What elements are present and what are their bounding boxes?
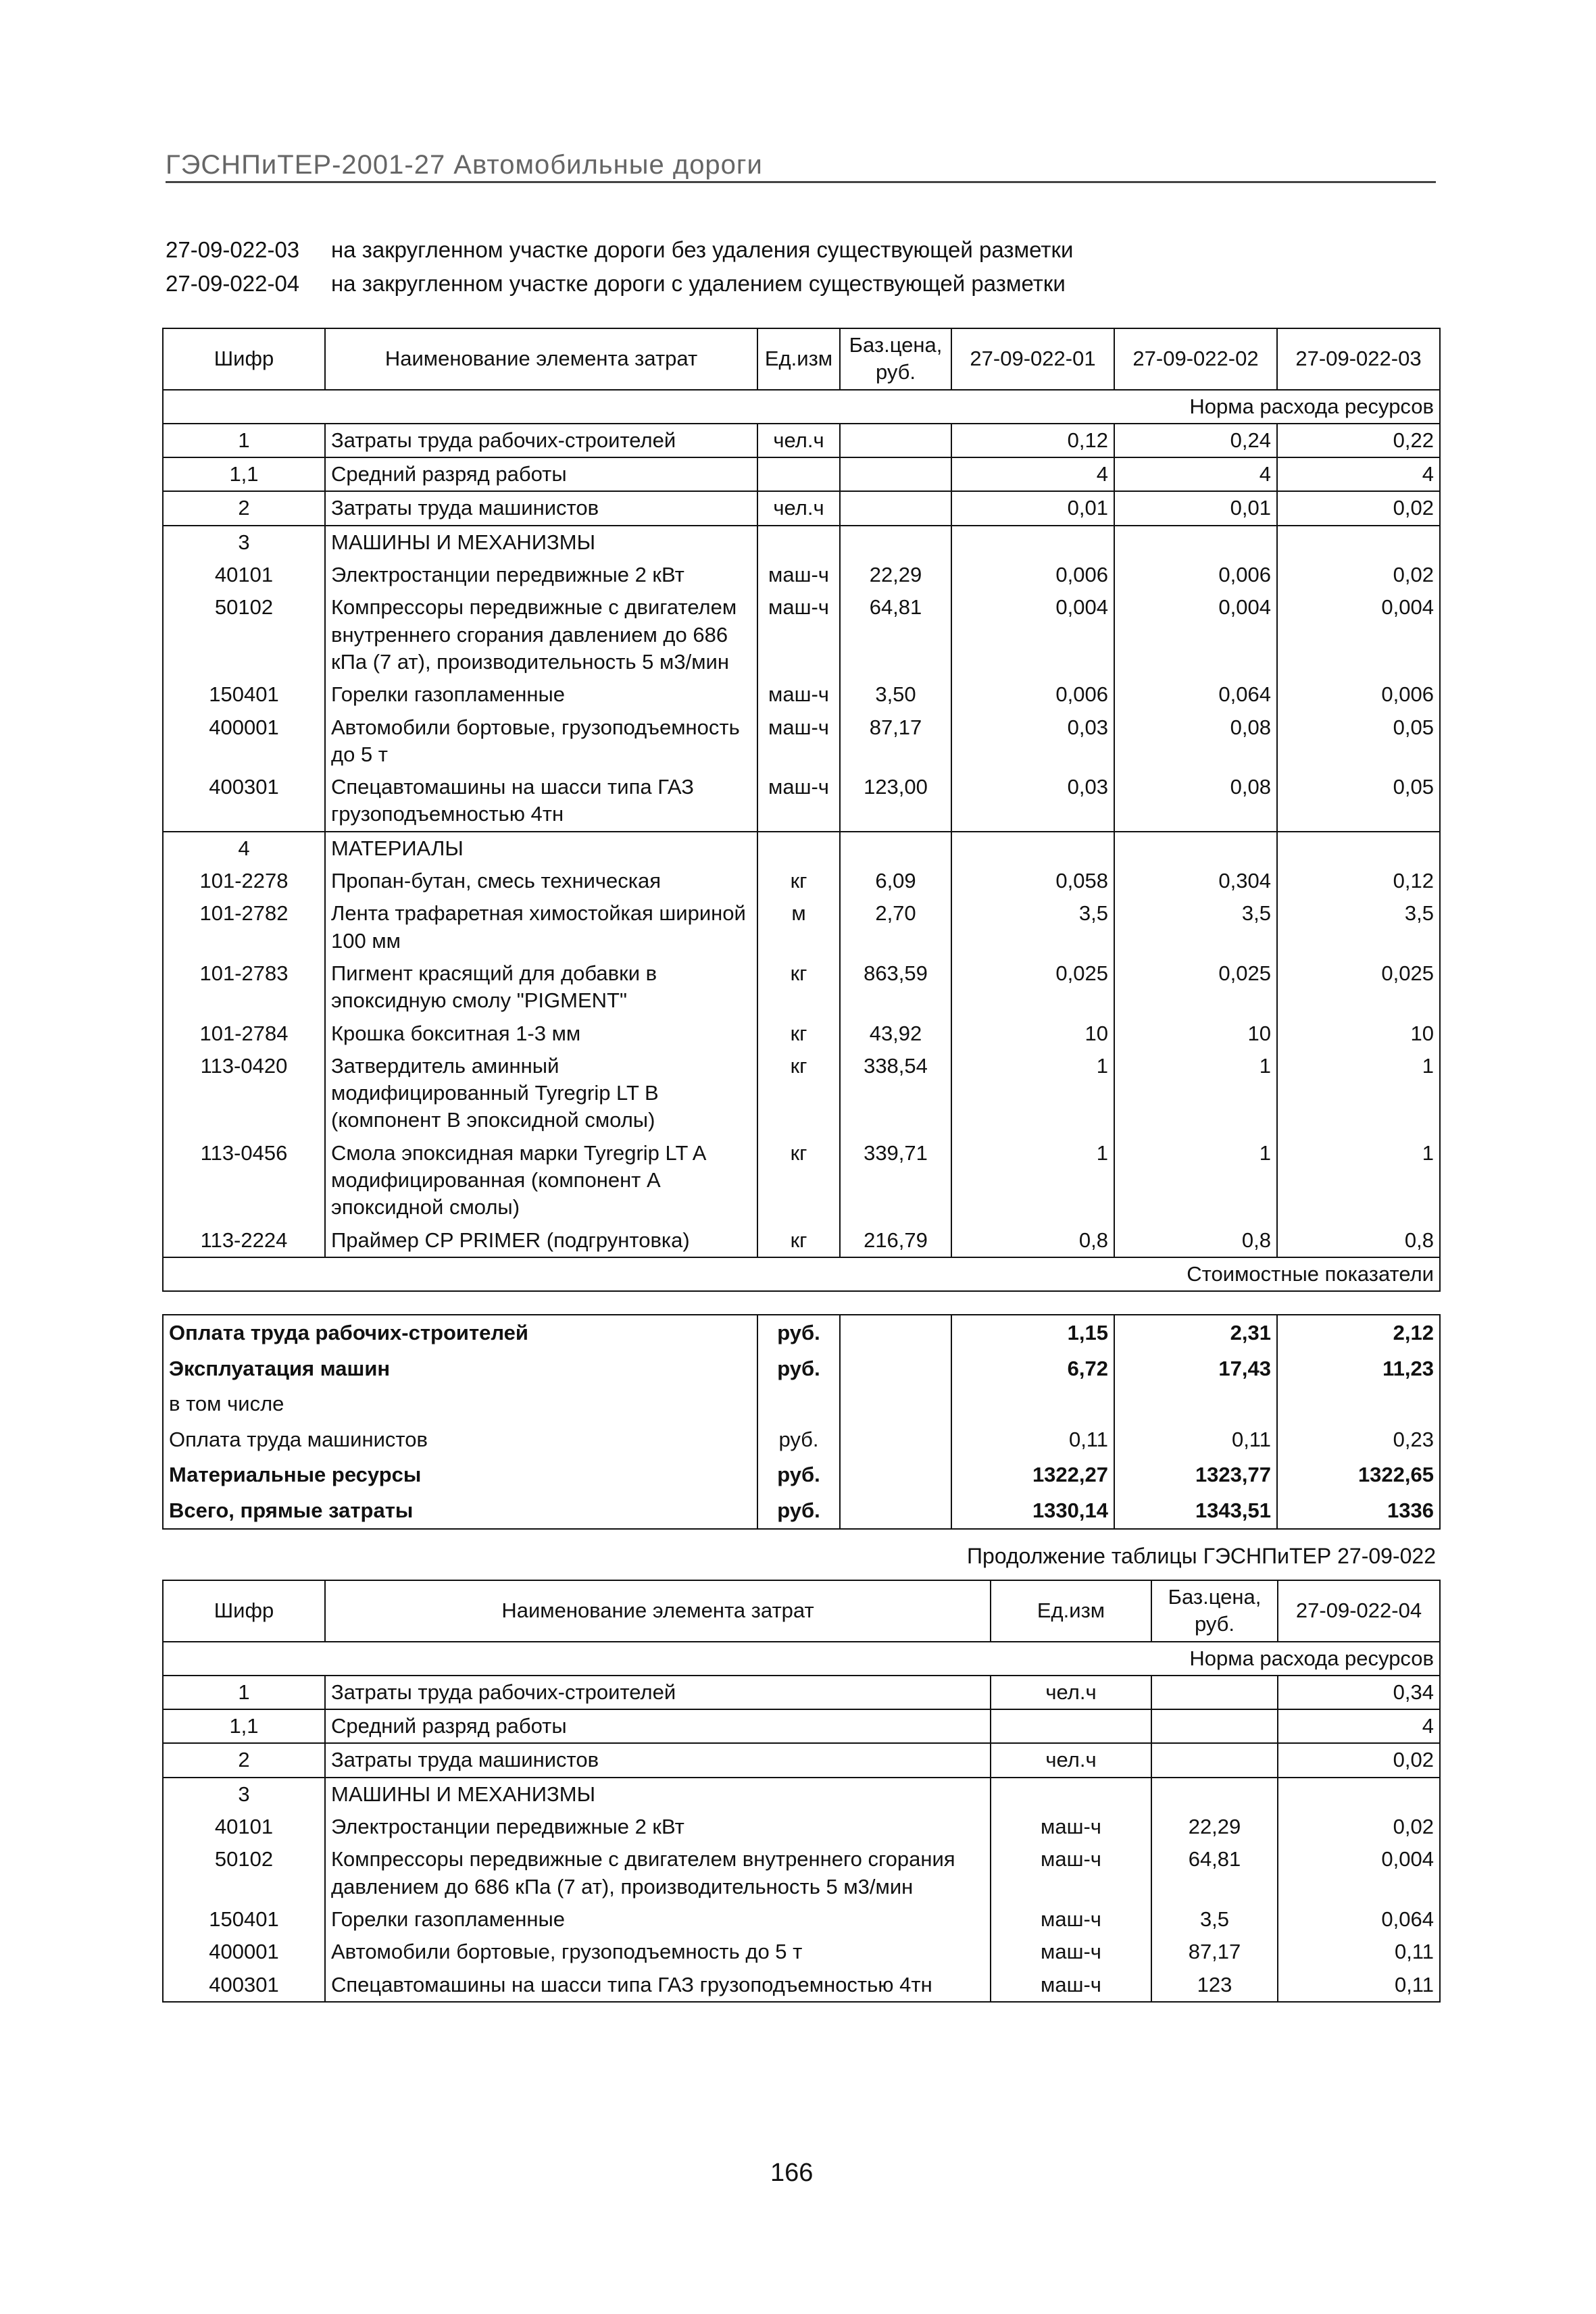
row-price: 338,54: [840, 1050, 951, 1137]
row-value-1: 1: [951, 1137, 1114, 1224]
row-code: 4: [163, 832, 325, 865]
row-name: Крошка бокситная 1-3 мм: [325, 1017, 757, 1050]
work-code: 27-09-022-04: [166, 271, 300, 296]
row-value-1: 0,006: [951, 678, 1114, 711]
row-price: [840, 526, 951, 559]
row-price: [1151, 1676, 1278, 1709]
cost-unit: руб.: [757, 1422, 840, 1458]
row-value-3: 0,02: [1277, 491, 1440, 525]
cost-price-empty: [840, 1386, 951, 1422]
cost-name: Материальные ресурсы: [163, 1457, 757, 1493]
row-unit: кг: [757, 1017, 840, 1050]
row-value-2: 0,006: [1114, 559, 1277, 591]
row-code: 1,1: [163, 1709, 325, 1743]
row-unit: маш-ч: [757, 771, 840, 832]
table-row: [163, 1224, 1440, 1257]
header-unit: Ед.изм: [991, 1580, 1151, 1642]
row-value-2: 1: [1114, 1137, 1277, 1224]
row-value-1: 0,02: [1278, 1811, 1440, 1843]
row-price: 22,29: [1151, 1811, 1278, 1843]
cost-value-1: 0,11: [951, 1422, 1114, 1458]
row-price: 87,17: [840, 711, 951, 772]
row-value-2: 0,025: [1114, 957, 1277, 1017]
row-value-1: 0,12: [951, 424, 1114, 457]
row-value-2: 4: [1114, 457, 1277, 491]
row-unit: [991, 1709, 1151, 1743]
row-name: Спецавтомашины на шасси типа ГАЗ грузоподъемностью 4тн: [325, 1969, 991, 2002]
row-name: МАШИНЫ И МЕХАНИЗМЫ: [325, 1778, 991, 1811]
row-value-3: [1277, 832, 1440, 865]
row-name: Электростанции передвижные 2 кВт: [325, 559, 757, 591]
cost-name: Оплата труда рабочих-строителей: [163, 1315, 757, 1351]
row-code: 113-0420: [163, 1050, 325, 1137]
row-name: Спецавтомашины на шасси типа ГАЗ грузоподъемностью 4тн: [325, 771, 757, 832]
cost-unit: руб.: [757, 1457, 840, 1493]
norm-label: Норма расхода ресурсов: [163, 390, 1440, 424]
row-unit: чел.ч: [757, 491, 840, 525]
row-value-1: 0,34: [1278, 1676, 1440, 1709]
cost-label-row: [163, 1257, 1440, 1291]
row-name: Автомобили бортовые, грузоподъемность до 5 т: [325, 1936, 991, 1968]
row-value-1: [951, 526, 1114, 559]
header-col-3: 27-09-022-03: [1277, 328, 1440, 390]
row-unit: маш-ч: [991, 1811, 1151, 1843]
row-value-1: 0,025: [951, 957, 1114, 1017]
row-unit: маш-ч: [757, 559, 840, 591]
row-value-1: 10: [951, 1017, 1114, 1050]
row-value-1: 0,006: [951, 559, 1114, 591]
table-row: [163, 526, 1440, 559]
row-code: 1: [163, 424, 325, 457]
row-code: 1,1: [163, 457, 325, 491]
row-value-2: 0,304: [1114, 865, 1277, 897]
table-row: [163, 424, 1440, 457]
row-name: Средний разряд работы: [325, 1709, 991, 1743]
header-unit: Ед.изм: [757, 328, 840, 390]
cost-value-3: [1277, 1386, 1440, 1422]
row-code: 2: [163, 1743, 325, 1777]
table-row: [163, 1936, 1440, 1968]
header-price: Баз.цена, руб.: [1151, 1580, 1278, 1642]
cost-value-3: 2,12: [1277, 1315, 1440, 1351]
table-row: [163, 1050, 1440, 1137]
row-code: 40101: [163, 559, 325, 591]
row-value-3: 3,5: [1277, 897, 1440, 957]
cost-value-2: 2,31: [1114, 1315, 1277, 1351]
cost-label: Стоимостные показатели: [163, 1257, 1440, 1291]
row-price: [1151, 1778, 1278, 1811]
row-name: Горелки газопламенные: [325, 1903, 991, 1936]
row-price: 22,29: [840, 559, 951, 591]
table-row: [163, 832, 1440, 865]
table-row: [163, 1903, 1440, 1936]
table-row: [163, 957, 1440, 1017]
table-continuation-caption: Продолжение таблицы ГЭСНПиТЕР 27-09-022: [967, 1544, 1436, 1568]
row-code: 101-2783: [163, 957, 325, 1017]
work-description: на закругленном участке дороги с удалением существующей разметки: [331, 271, 1066, 296]
row-price: 3,5: [1151, 1903, 1278, 1936]
row-unit: чел.ч: [991, 1676, 1151, 1709]
row-value-3: 0,8: [1277, 1224, 1440, 1257]
cost-price-empty: [840, 1315, 951, 1351]
row-price: 64,81: [840, 591, 951, 678]
row-value-1: 0,8: [951, 1224, 1114, 1257]
row-value-2: [1114, 526, 1277, 559]
cost-row: [163, 1386, 1440, 1422]
cost-row: [163, 1422, 1440, 1458]
row-price: 6,09: [840, 865, 951, 897]
row-name: Лента трафаретная химостойкая шириной 100 мм: [325, 897, 757, 957]
row-unit: чел.ч: [757, 424, 840, 457]
cost-value-2: 1343,51: [1114, 1493, 1277, 1530]
row-unit: [757, 457, 840, 491]
row-price: 863,59: [840, 957, 951, 1017]
row-value-1: 0,11: [1278, 1969, 1440, 2002]
row-value-2: 0,8: [1114, 1224, 1277, 1257]
table-row: [163, 711, 1440, 772]
row-value-1: 0,01: [951, 491, 1114, 525]
cost-value-3: 1336: [1277, 1493, 1440, 1530]
cost-name: Эксплуатация машин: [163, 1351, 757, 1387]
row-name: Пропан-бутан, смесь техническая: [325, 865, 757, 897]
row-value-2: 10: [1114, 1017, 1277, 1050]
row-name: Горелки газопламенные: [325, 678, 757, 711]
cost-name: в том числе: [163, 1386, 757, 1422]
code-description-list: [166, 233, 1314, 301]
row-value-3: 0,22: [1277, 424, 1440, 457]
row-price: [1151, 1709, 1278, 1743]
row-unit: кг: [757, 1137, 840, 1224]
row-unit: [991, 1778, 1151, 1811]
row-name: Автомобили бортовые, грузоподъемность до 5 т: [325, 711, 757, 772]
row-name: МАШИНЫ И МЕХАНИЗМЫ: [325, 526, 757, 559]
cost-value-1: 1330,14: [951, 1493, 1114, 1530]
row-unit: кг: [757, 1050, 840, 1137]
row-code: 40101: [163, 1811, 325, 1843]
row-name: Затраты труда машинистов: [325, 491, 757, 525]
row-value-1: 0,03: [951, 771, 1114, 832]
row-value-2: 0,08: [1114, 711, 1277, 772]
table-row: [163, 591, 1440, 678]
row-code: 101-2278: [163, 865, 325, 897]
row-price: 87,17: [1151, 1936, 1278, 1968]
norm-label-row: [163, 1642, 1440, 1676]
row-name: Затраты труда рабочих-строителей: [325, 424, 757, 457]
cost-row: [163, 1493, 1440, 1530]
row-unit: маш-ч: [757, 678, 840, 711]
cost-value-3: 1322,65: [1277, 1457, 1440, 1493]
row-unit: кг: [757, 1224, 840, 1257]
row-unit: м: [757, 897, 840, 957]
row-value-1: 3,5: [951, 897, 1114, 957]
cost-row: [163, 1315, 1440, 1351]
table-row: [163, 1778, 1440, 1811]
row-unit: маш-ч: [991, 1936, 1151, 1968]
norm-label-row: [163, 390, 1440, 424]
cost-price-empty: [840, 1351, 951, 1387]
row-unit: маш-ч: [991, 1843, 1151, 1903]
row-value-2: 0,24: [1114, 424, 1277, 457]
row-price: [840, 424, 951, 457]
resource-norms-table: [162, 328, 1441, 1292]
cost-value-1: [951, 1386, 1114, 1422]
row-value-1: 4: [1278, 1709, 1440, 1743]
row-price: [840, 832, 951, 865]
row-price: [840, 457, 951, 491]
header-shifr: Шифр: [163, 328, 325, 390]
row-value-3: 4: [1277, 457, 1440, 491]
row-code: 400301: [163, 771, 325, 832]
table-row: [163, 559, 1440, 591]
cost-row: [163, 1351, 1440, 1387]
table-row: [163, 491, 1440, 525]
table-row: [163, 1843, 1440, 1903]
row-value-1: 0,004: [951, 591, 1114, 678]
cost-value-1: 6,72: [951, 1351, 1114, 1387]
row-value-3: 0,02: [1277, 559, 1440, 591]
table-row: [163, 1137, 1440, 1224]
row-value-1: [1278, 1778, 1440, 1811]
header-divider: [166, 181, 1436, 183]
row-value-3: 0,004: [1277, 591, 1440, 678]
row-unit: кг: [757, 957, 840, 1017]
row-value-3: 0,025: [1277, 957, 1440, 1017]
header-name: Наименование элемента затрат: [325, 328, 757, 390]
cost-unit: руб.: [757, 1315, 840, 1351]
row-value-1: 4: [951, 457, 1114, 491]
row-code: 150401: [163, 1903, 325, 1936]
row-value-2: [1114, 832, 1277, 865]
table-header-row: [163, 1580, 1440, 1642]
cost-value-2: 17,43: [1114, 1351, 1277, 1387]
document-header-title: ГЭСНПиТЕР-2001-27 Автомобильные дороги: [166, 150, 763, 180]
cost-price-empty: [840, 1493, 951, 1530]
table-row: [163, 457, 1440, 491]
row-code: 3: [163, 526, 325, 559]
table-row: [163, 678, 1440, 711]
code-description-row: [166, 267, 1314, 301]
row-code: 101-2782: [163, 897, 325, 957]
row-code: 2: [163, 491, 325, 525]
row-name: Компрессоры передвижные с двигателем внутреннего сгорания давлением до 686 кПа (7 ат), производительность 5 м3/мин: [325, 591, 757, 678]
header-name: Наименование элемента затрат: [325, 1580, 991, 1642]
row-value-2: 0,08: [1114, 771, 1277, 832]
work-description: на закругленном участке дороги без удаления существующей разметки: [331, 237, 1074, 262]
row-code: 400301: [163, 1969, 325, 2002]
cost-value-1: 1322,27: [951, 1457, 1114, 1493]
row-unit: маш-ч: [757, 591, 840, 678]
row-name: Средний разряд работы: [325, 457, 757, 491]
row-price: 2,70: [840, 897, 951, 957]
row-unit: [757, 526, 840, 559]
row-price: 339,71: [840, 1137, 951, 1224]
row-unit: маш-ч: [757, 711, 840, 772]
table-row: [163, 1969, 1440, 2002]
row-value-3: 0,006: [1277, 678, 1440, 711]
resource-norms-table-continued: [162, 1580, 1441, 2003]
row-name: Праймер CP PRIMER (подгрунтовка): [325, 1224, 757, 1257]
cost-value-2: [1114, 1386, 1277, 1422]
code-description-row: [166, 233, 1314, 267]
cost-value-3: 0,23: [1277, 1422, 1440, 1458]
table-header-row: [163, 328, 1440, 390]
row-value-2: 1: [1114, 1050, 1277, 1137]
row-value-1: 0,03: [951, 711, 1114, 772]
table-row: [163, 1743, 1440, 1777]
header-shifr: Шифр: [163, 1580, 325, 1642]
cost-price-empty: [840, 1422, 951, 1458]
cost-name: Оплата труда машинистов: [163, 1422, 757, 1458]
row-value-3: 0,12: [1277, 865, 1440, 897]
row-unit: кг: [757, 865, 840, 897]
cost-unit: руб.: [757, 1351, 840, 1387]
cost-row: [163, 1457, 1440, 1493]
row-value-1: 0,064: [1278, 1903, 1440, 1936]
table-row: [163, 865, 1440, 897]
row-code: 3: [163, 1778, 325, 1811]
row-value-1: [951, 832, 1114, 865]
row-price: 43,92: [840, 1017, 951, 1050]
table-row: [163, 1811, 1440, 1843]
row-price: 64,81: [1151, 1843, 1278, 1903]
row-value-2: 0,004: [1114, 591, 1277, 678]
row-value-2: 0,064: [1114, 678, 1277, 711]
row-price: [840, 491, 951, 525]
header-col-1: 27-09-022-01: [951, 328, 1114, 390]
cost-unit: руб.: [757, 1493, 840, 1530]
cost-indicators-table: [162, 1314, 1441, 1530]
row-value-1: 0,11: [1278, 1936, 1440, 1968]
page-number: 166: [770, 2159, 814, 2187]
row-name: Затвердитель аминный модифицированный Tyregrip LT B (компонент B эпоксидной смолы): [325, 1050, 757, 1137]
row-name: Затраты труда машинистов: [325, 1743, 991, 1777]
cost-value-3: 11,23: [1277, 1351, 1440, 1387]
header-col-2: 27-09-022-02: [1114, 328, 1277, 390]
row-name: Электростанции передвижные 2 кВт: [325, 1811, 991, 1843]
row-code: 150401: [163, 678, 325, 711]
row-price: 123: [1151, 1969, 1278, 2002]
cost-value-2: 1323,77: [1114, 1457, 1277, 1493]
row-value-3: 1: [1277, 1050, 1440, 1137]
row-name: Пигмент красящий для добавки в эпоксидную смолу "PIGMENT": [325, 957, 757, 1017]
table-row: [163, 771, 1440, 832]
row-code: 1: [163, 1676, 325, 1709]
table-row: [163, 1709, 1440, 1743]
row-unit: маш-ч: [991, 1903, 1151, 1936]
row-code: 50102: [163, 591, 325, 678]
table-row: [163, 1017, 1440, 1050]
row-price: 123,00: [840, 771, 951, 832]
row-name: Компрессоры передвижные с двигателем внутреннего сгорания давлением до 686 кПа (7 ат), производительность 5 м3/мин: [325, 1843, 991, 1903]
row-name: МАТЕРИАЛЫ: [325, 832, 757, 865]
row-value-2: 3,5: [1114, 897, 1277, 957]
row-price: [1151, 1743, 1278, 1777]
header-price: Баз.цена, руб.: [840, 328, 951, 390]
row-code: 50102: [163, 1843, 325, 1903]
row-name: Смола эпоксидная марки Tyregrip LT A модифицированная (компонент A эпоксидной смолы): [325, 1137, 757, 1224]
row-price: 216,79: [840, 1224, 951, 1257]
row-name: Затраты труда рабочих-строителей: [325, 1676, 991, 1709]
table-row: [163, 1676, 1440, 1709]
cost-value-2: 0,11: [1114, 1422, 1277, 1458]
row-price: 3,50: [840, 678, 951, 711]
row-value-1: 0,058: [951, 865, 1114, 897]
row-unit: чел.ч: [991, 1743, 1151, 1777]
row-unit: [757, 832, 840, 865]
row-code: 101-2784: [163, 1017, 325, 1050]
cost-price-empty: [840, 1457, 951, 1493]
row-value-3: 10: [1277, 1017, 1440, 1050]
table-row: [163, 897, 1440, 957]
row-value-3: 0,05: [1277, 771, 1440, 832]
row-code: 400001: [163, 1936, 325, 1968]
row-value-1: 1: [951, 1050, 1114, 1137]
cost-value-1: 1,15: [951, 1315, 1114, 1351]
norm-label: Норма расхода ресурсов: [163, 1642, 1440, 1676]
row-unit: маш-ч: [991, 1969, 1151, 2002]
row-code: 400001: [163, 711, 325, 772]
row-value-1: 0,004: [1278, 1843, 1440, 1903]
work-code: 27-09-022-03: [166, 237, 300, 262]
row-code: 113-0456: [163, 1137, 325, 1224]
row-value-1: 0,02: [1278, 1743, 1440, 1777]
cost-unit: [757, 1386, 840, 1422]
row-value-3: [1277, 526, 1440, 559]
row-code: 113-2224: [163, 1224, 325, 1257]
row-value-3: 1: [1277, 1137, 1440, 1224]
cost-name: Всего, прямые затраты: [163, 1493, 757, 1530]
row-value-2: 0,01: [1114, 491, 1277, 525]
row-value-3: 0,05: [1277, 711, 1440, 772]
header-col-1: 27-09-022-04: [1278, 1580, 1440, 1642]
